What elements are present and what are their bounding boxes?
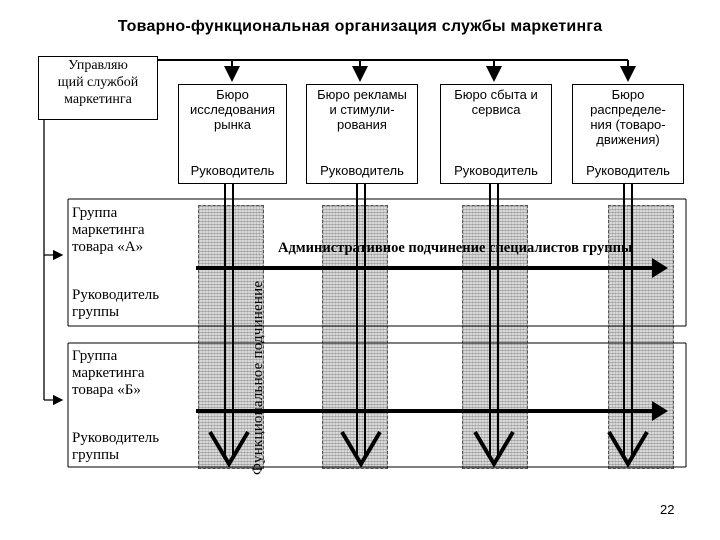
bureau-head-label: Руководитель [586,163,670,178]
bureau-line: распределе- [590,102,666,117]
bureau-line: Бюро [611,87,645,102]
manager-to-groups [44,118,62,400]
manager-line-3: маркетинга [64,92,132,107]
group-title-line: товара «А» [72,239,144,255]
group-title-line: товара «Б» [72,382,141,398]
group-head-line: группы [72,447,120,463]
group-head-line: Руководитель [72,430,160,446]
page-number: 22 [660,502,675,517]
functional-arrow-4 [609,183,647,464]
bureau-advertising-box [306,84,418,184]
functional-subordination-label: Функциональное подчинение [250,280,266,475]
manager-line-1: Управляю [68,58,128,73]
bureau-line: и стимули- [329,102,395,117]
admin-arrow-a [196,258,668,278]
bureau-head-label: Руководитель [454,163,538,178]
group-title-line: Группа [72,348,118,364]
bureau-distribution-box [572,84,684,184]
marketing-manager-box [38,56,158,120]
group-title-line: Группа [72,205,118,221]
group-title-line: маркетинга [72,222,145,238]
bureau-research-box [178,84,287,184]
group-b-title [72,348,145,399]
functional-arrow-2 [342,183,380,464]
bureau-line: сервиса [471,102,521,117]
group-b-head [72,430,159,464]
group-a-title [72,205,145,256]
functional-arrow-3 [475,183,513,464]
bureau-line: исследования [189,102,276,117]
bureau-line: ния (товаро- [590,117,666,132]
functional-arrow-1 [210,183,248,464]
group-head-line: Руководитель [72,287,160,303]
group-a-frame [68,199,686,326]
group-title-line: маркетинга [72,365,145,381]
administrative-subordination-label: Административное подчинение специалистов группы [278,240,633,256]
bureau-head-label: Руководитель [190,163,275,178]
bureau-line: Бюро рекламы [317,87,407,102]
bureau-head-label: Руководитель [320,163,404,178]
group-a-head [72,287,159,321]
admin-bus [156,60,628,80]
bureau-line: рования [337,117,387,132]
bureau-line: движения) [596,132,660,147]
group-head-line: группы [72,304,120,320]
bureau-sales-box [440,84,552,184]
bureau-line: Бюро [216,87,249,102]
manager-line-2: щий службой [57,75,139,90]
bureau-line: рынка [214,117,251,132]
group-b-frame [68,343,686,467]
bureau-line: Бюро сбыта и [454,87,538,102]
page-title: Товарно-функциональная организация службы маркетинга [117,18,603,35]
